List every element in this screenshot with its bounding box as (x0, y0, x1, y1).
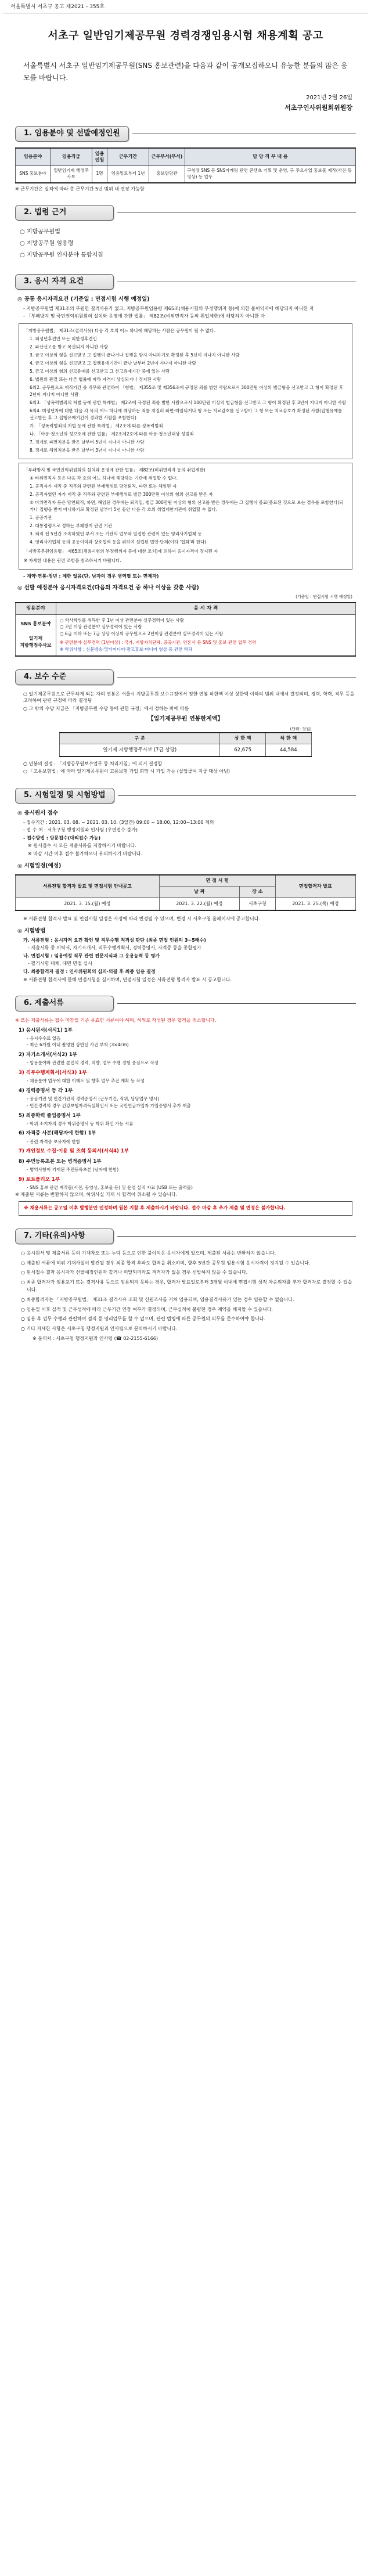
list-item: 가. 서류전형 : 응시자격 요건 확인 및 직무수행 적격성 판단 (최종 면접 인원의 3~5배수) (23, 937, 206, 943)
box-line: 2. 대통령령으로 정하는 부패방지 관련 기관 (30, 523, 113, 528)
list-item: ○ 6급 이하 또는 7급 상당 이상의 공무원으로 2년이상 관련분야 실무경력이 있는 사람 (60, 631, 224, 636)
section-1-header (15, 126, 356, 142)
cell-count: 1명 (92, 165, 107, 182)
list-item: ○ 학사학위를 취득한 후 1년 이상 관련분야 실무경력이 있는 사람 (60, 617, 184, 623)
col-field: 임용분야 (16, 148, 51, 166)
document-item: 8) 주민등록초본 또는 병적증명서 1부 (19, 1158, 102, 1165)
box-line: 6의2. 공무원으로 재직기간 중 직무와 관련하여 「형법」 제355조 및 제356조에 규정된 죄를 범한 사람으로서 300만원 이상의 벌금형을 선고받고 그 형이 확정된 후 2년이 지나지 아니한 사람 (30, 384, 344, 397)
list-item: ○ 원서접수 결과 응시자가 선발예정인원과 같거나 미달되더라도 적격자가 없을 경우 선발하지 않을 수 있습니다. (21, 1270, 248, 1276)
section-1-title: 1. 임용분야 및 선발예정인원 (15, 126, 129, 142)
issuing-organization: 서초구인사위원회위원장 (284, 104, 352, 112)
list-item: ※ 관련분야 실무경력 (1년이상) : 국가, 지방자치단체, 공공기관, 언론사 등 SNS 및 홍보 관련 업무 경력 (60, 640, 257, 646)
common-requirements-heading: ◎ 공통 응시자격요건 (기준일 : 면접시험 시행 예정일) (17, 296, 150, 302)
document-item-detail: - 채용분야 업무에 대한 이해도 및 향후 업무 추진 계획 등 작성 (27, 1078, 145, 1084)
document-item: 6) 자격증 사본(해당자에 한함) 1부 (19, 1130, 96, 1137)
cell-duties: 구청장 SNS 등 SNS마케팅 관련 콘텐츠 기획 및 운영, 구 주요사업 홍보물 제작(사진·동영상) 등 업무 (185, 165, 356, 182)
anti-corruption-box (19, 463, 352, 570)
disqualification-box (19, 323, 352, 459)
box-line: 3. 퇴직 전 5년간 소속하였던 부서 또는 기관의 업무와 밀접한 관련이 있는 영리사기업체 등 (30, 531, 202, 536)
section-4-title: 4. 보수 수준 (15, 669, 114, 685)
document-item: 9) 포트폴리오 1부 (19, 1176, 60, 1183)
method-note: ※ 서류전형 합격자에 한해 면접시험을 실시하며, 면접시험 일정은 서류전형 합격자 발표 시 공고합니다. (23, 977, 232, 982)
period-note: ※ 근무기간은 실적에 따라 총 근무기간 5년 범위 내 연장 가능함 (15, 186, 145, 192)
section-6-title: 6. 제출서류 (15, 996, 114, 1011)
selected-requirements-heading: ◎ 선발 예정분야 응시자격요건(다음의 자격요건 중 하나 이상을 갖춘 사람) (17, 585, 199, 592)
col-qualification: 응 시 자 격 (56, 603, 356, 614)
date-block (15, 93, 352, 113)
box-line: 3. 금고 이상의 형을 선고받고 그 집행이 끝나거나 집행을 받지 아니하기로 확정된 후 5년이 지나지 아니한 사람 (30, 352, 240, 358)
list-item: ※ 학위사항 : 신문방송·멀티미디어·광고홍보·미디어 영상 등 관련 학과 (60, 647, 193, 653)
box-line: 1. 공직자가 재직 중 직무와 관련된 부패행위로 당연퇴직, 파면 또는 해임된 자 (30, 483, 177, 489)
list-item: - 접수방법 : 방문접수(대리접수 가능) (23, 835, 101, 841)
requirements-table (15, 602, 356, 656)
list-item: - 지방공무원법 제31조의 무원한 결격사유가 없고, 지방공무원임용령 제65조(채용시험의 부정행위자 등)에 의한 불이익자에 해당되지 아니한 자 (23, 305, 314, 311)
document-item-detail: - 임용분야와 관련한 본인의 경력, 역량, 업무 수행 경험 중심으로 작성 (27, 1060, 159, 1066)
document-title: 서초구 일반임기제공무원 경력경쟁임용시험 채용계획 공고 (48, 30, 323, 42)
document-item: 1) 응시원서(서식1) 1부 (19, 1027, 73, 1033)
list-item: 나. 면접시험 : 임용예정 직무 관련 전문지식과 그 응용능력 등 평가 (23, 953, 160, 959)
list-item: - 「부패방지 및 국민권익위원회의 설치와 운영에 관한 법률」 제82조(비위면직자 등의 취업제한)에 해당하지 아니한 자 (23, 314, 265, 319)
section-5-title: 5. 시험일정 및 시험방법 (15, 788, 114, 804)
cell-dept: 홍보담당관 (149, 165, 185, 182)
intro-paragraph: 서울특별시 서초구 일반임기제공무원(SNS 홍보관련)을 다음과 같이 공개모집하오니 유능한 분들의 많은 응모를 바랍니다. (23, 62, 348, 82)
cell-field: SNS 홍보분야 (16, 165, 51, 182)
col-date: 날 짜 (159, 886, 239, 897)
announcement-date: 2021년 2월 26일 (306, 95, 352, 102)
box-line: 「부패방지 및 국민권익위원회의 설치와 운영에 관한 법률」 제82조(비위면직자 등의 취업제한) (24, 467, 206, 473)
box-line: 가. 「성폭력범죄의 처벌 등에 관한 특례법」 제2조에 따른 성폭력범죄 (30, 423, 163, 428)
pay-unit: (단위: 천원) (290, 726, 312, 732)
table-row (16, 614, 356, 656)
box-line: 8. 징계로 해임처분을 받은 날부터 3년이 지나지 아니한 사람 (30, 447, 145, 453)
schedule-table (15, 874, 356, 911)
list-item: ○ 임용일 이후 실적 및 근무성적에 따라 근무기간 연장 여부가 결정되며, 근무실적이 불량한 경우 계약을 해지할 수 있습니다. (21, 1306, 273, 1312)
document-item-detail: - 최근 6개월 이내 촬영한 상반신 사진 부착 (3×4cm) (27, 1042, 129, 1048)
section-7-header (15, 1228, 356, 1244)
box-line: 나. 「아동·청소년의 성보호에 관한 법률」 제2조제2호에 따른 아동·청소년대상 성범죄 (30, 431, 194, 437)
box-line: ① 비위면직자 등은 다음 각 호의 어느 하나에 해당하는 기관에 취업할 수 없다. (30, 475, 178, 481)
document-item-detail: - 공공기관 및 민간기관의 경력증명서 (근무기간, 직위, 담당업무 명시) (27, 1096, 160, 1102)
document-item: 4) 경력증명서 등 각 1부 (19, 1087, 73, 1094)
col-place: 장 소 (239, 886, 275, 897)
section-7-title: 7. 기타(유의)사항 (15, 1228, 114, 1244)
list-item: - 접수기간 : 2021. 03. 08. ~ 2021. 03. 10. (3일간) 09:00 ~ 18:00, 12:00~13:00 제외 (23, 819, 214, 825)
section-4-header (15, 669, 356, 685)
box-line: ② 비위면직자 등은 당연퇴직, 파면, 해임된 경우에는 퇴직일, 벌금 300만원 이상의 형의 선고를 받은 경우에는 그 집행이 종료(종료된 것으로 보는 경우를 포함한다)되거나 집행을 받지 아니하기로 확정된 날부터 5년 동안 다음 각 호의 취업제한기관에 취업할 수 없다. (30, 499, 344, 512)
recruitment-table (15, 147, 356, 183)
schedule-note: ※ 서류전형 합격자 발표 및 면접시험 일정은 사정에 따라 변경될 수 있으며, 변경 시 서초구청 홈페이지에 공고합니다. (23, 916, 260, 922)
box-line: 1. 공공기관 (30, 514, 52, 520)
col-final-result: 면접합격자 발표 (275, 875, 355, 897)
documents-note: ※ 제출된 서류는 반환하지 않으며, 허위사실 기재 시 합격이 취소될 수 있습니다. (15, 1191, 178, 1197)
col-dept: 근무부서(부서) (149, 148, 185, 166)
reference-date-note: (기준일 : 면접시험 시행 예정일) (296, 595, 352, 600)
box-line: 4. 영리사기업체 등의 공동이익과 상호협력 등을 위하여 설립된 법인·단체(이하 '협회'라 한다) (30, 539, 207, 545)
box-line: 7. 징계로 파면처분을 받은 날부터 5년이 지나지 아니한 사람 (30, 439, 145, 445)
col-field: 임용분야 (16, 603, 56, 614)
box-line: 2. 공직자였던 자가 재직 중 직무와 관련된 부패행위로 벌금 300만원 이상의 형의 선고를 받은 자 (30, 491, 213, 497)
cell-field: SNS 홍보분야 일기제 지방행정주사보 (16, 614, 56, 656)
list-item: - 필기시험 대체, 대면 면접 실시 (28, 961, 92, 967)
list-item: - 제출서류 중 이력서, 자기소개서, 직무수행계획서, 경력증명서, 자격증 등을 종합평가 (28, 945, 201, 951)
list-item: ○ 지방공무원 임용령 (20, 240, 74, 247)
box-note: ※ 자세한 내용은 관련 조항을 참조하시기 바랍니다. (24, 557, 121, 563)
cell-period: 임용일로부터 1년 (107, 165, 149, 182)
box-line: 5. 금고 이상의 형의 선고유예를 선고받고 그 선고유예기간 중에 있는 사람 (30, 368, 170, 374)
document-item-detail: - 학위 소지자의 경우 학위증명서 등 학위 확인 가능 서류 (27, 1121, 134, 1126)
cell-upper: 62,675 (220, 744, 266, 756)
table-row (60, 744, 311, 756)
col-interview: 면 접 시 험 (159, 875, 275, 886)
col-duties: 담 당 직 무 내 용 (185, 148, 356, 166)
list-item: ○ 지방공무원 인사분야 통합지침 (20, 251, 103, 258)
col-upper: 상 한 액 (220, 733, 266, 744)
cell-lower: 44,584 (265, 744, 311, 756)
section-6-header (15, 996, 356, 1011)
list-item: ※ 마감 시간 이후 접수 불가하오니 유의하시기 바랍니다. (28, 851, 143, 857)
documents-highlight-box (19, 1201, 352, 1216)
col-period: 근무기간 (107, 148, 149, 166)
list-item: ○ 제출된 서류에 허위 기재사실이 발견될 경우 최종 합격 후라도 합격을 취소하며, 향후 5년간 공무원 임용시험 응시자격이 정지될 수 있습니다. (21, 1260, 311, 1266)
list-item: ○ 최종 합격자가 임용포기 또는 결격사유 등으로 임용되지 못하는 경우, 합격자 발표일로부터 3개월 이내에 면접시험 성적 차순위자를 추가 합격자로 결정할 수 있습니다. (21, 1280, 352, 1293)
contact-info: ※ 문의처 : 서초구청 행정지원과 인사팀 (☎ 02-2155-6166) (33, 1336, 158, 1341)
document-item-detail: - 관련 자격증 보유자에 한함 (27, 1139, 80, 1144)
box-line: 1. 피성년후견인 또는 피한정후견인 (30, 336, 97, 341)
document-item: 7) 개인정보 수집·이용 및 조회 동의서(서식4) 1부 (19, 1148, 129, 1155)
method-heading: ◎ 시험방법 (17, 927, 46, 934)
list-item: ○ 최종합격자는 「지방공무원법」 제31조 결격사유 조회 및 신원조사를 거쳐 임용되며, 임용결격사유가 있는 경우 임용할 수 없습니다. (21, 1296, 294, 1302)
schedule-heading: ◎ 시험일정(예정) (17, 862, 62, 869)
document-item-detail: - 응시수수료 없음 (27, 1035, 61, 1041)
receipt-heading: ◎ 응시원서 접수 (17, 809, 58, 816)
col-category: 구 분 (60, 733, 220, 744)
list-item: ○ 지방공무원법 (20, 228, 60, 235)
table-row (16, 165, 356, 182)
document-item: 3) 직무수행계획서(서식3) 1부 (19, 1070, 87, 1076)
section-2-title: 2. 법령 근거 (15, 205, 114, 221)
list-item: ○ 3년 이상 관련분야 실무경력이 있는 사람 (60, 624, 142, 630)
list-item: 다. 최종합격자 결정 : 인사위원회의 심의·의결 후 최종 임용 결정 (23, 968, 156, 974)
box-line: 「지방공무원법」 제31조(결격사유) 다음 각 호의 어느 하나에 해당하는 사람은 공무원이 될 수 없다. (24, 327, 215, 333)
list-item: - 접 수 처 : 서초구청 행정지원과 인사팀 (우편접수 불가) (23, 827, 138, 833)
highlight-text: ※ 채용서류는 공고일 이후 발행분만 인정하며 원본 지참 후 제출하시기 바랍니다. 접수 마감 후 추가 제출 및 변경은 불가합니다. (24, 1205, 286, 1211)
list-item: ○ 연봉의 결정 : 「지방공무원보수업무 등 처리지침」에 의거 결정함 (23, 761, 163, 766)
cell-interview-place: 서초구청 (239, 897, 275, 910)
list-item: ○ 그 밖의 수당 지급은 「지방공무원 수당 등에 관한 규정」에서 정하는 바에 따름 (23, 705, 189, 711)
document-item-detail: - 병역사항이 기재된 주민등록초본 (남자에 한함) (27, 1167, 119, 1173)
cell-document-date: 2021. 3. 15.(월) 예정 (16, 897, 160, 910)
cell-category: 일기제 지방행정주사보 (7급 상당) (60, 744, 220, 756)
col-count: 임용인원 (92, 148, 107, 166)
documents-list (15, 1027, 356, 1191)
box-note: 「지방공무원임용령」 제65조(채용시험의 부정행위자 등에 대한 조치)에 의하여 응시자격이 정지된 자 (24, 548, 218, 554)
cell-qualification (56, 614, 356, 656)
document-item-detail: - SNS 홍보 관련 제작물(사진, 동영상, 홍보물 등) 및 운영 실적 자료 (USB 또는 출력물) (27, 1184, 193, 1190)
col-document-result: 서류전형 합격자 발표 및 면접시험 안내공고 (16, 875, 160, 897)
law-list (15, 226, 356, 261)
box-line: 4. 금고 이상의 형을 선고받고 그 집행유예기간이 끝난 날부터 2년이 지나지 아니한 사람 (30, 360, 196, 366)
section-3-header (15, 274, 356, 290)
document-item: 5) 최종학력 졸업증명서 1부 (19, 1112, 81, 1119)
cell-interview-date: 2021. 3. 22.(월) 예정 (159, 897, 239, 910)
section-3-title: 3. 응시 자격 요건 (15, 274, 114, 290)
documents-intro: ※ 모든 제출서류는 접수 마감일 기준 유효한 서류여야 하며, 허위로 작성된 경우 합격을 취소합니다. (15, 1017, 217, 1023)
list-item: ○ 응시원서 및 제출서류 등의 기재착오 또는 누락 등으로 인한 불이익은 응시자에게 있으며, 제출된 서류는 반환하지 않습니다. (21, 1250, 276, 1256)
list-item: ○ 일기제공무원으로 근무하게 되는 자의 연봉은 서울시 지방공무원 보수규정에서 정한 연봉 하한액 이상 상한액 이하의 범위 내에서 결정되며, 경력, 학력, 직무 등을 고려하여 관련 규정에 따라 결정됨 (23, 691, 355, 704)
list-item: ○ 기타 자세한 사항은 서초구청 행정지원과 인사팀으로 문의하시기 바랍니다. (21, 1326, 178, 1332)
box-line: 6의4. 미성년자에 대한 다음 각 목의 어느 하나에 해당하는 죄를 저질러 파면·해임되거나 형 또는 치료감호를 선고받아 그 형 또는 치료감호가 확정된 사람(집행유예를 선고받은 후 그 집행유예기간이 경과한 사람을 포함한다) (30, 408, 343, 420)
list-item: ○ 임용 후 업무 수행과 관련하여 겸직 등 영리업무를 할 수 없으며, 관련 법령에 따른 공무원의 의무를 준수하여야 합니다. (21, 1316, 266, 1322)
list-item: ※ 원서접수 시 모든 제출서류를 지참하시기 바랍니다. (28, 843, 136, 849)
box-line: 2. 파산선고를 받고 복권되지 아니한 사람 (30, 344, 108, 350)
document-item-detail: - 민간경력의 경우 건강보험자격득실확인서 또는 국민연금가입자 가입증명서 추가 제출 (27, 1103, 191, 1108)
box-line: 6. 법원의 판결 또는 다른 법률에 따라 자격이 상실되거나 정지된 사람 (30, 376, 161, 382)
col-lower: 하 한 액 (265, 733, 311, 744)
pay-table (59, 732, 311, 757)
notes-list (15, 1250, 356, 1343)
box-line: 6의3. 「성폭력범죄의 처벌 등에 관한 특례법」 제2조에 규정된 죄를 범한 사람으로서 100만원 이상의 벌금형을 선고받고 그 형이 확정된 후 3년이 지나지 아니한 사람 (30, 399, 347, 405)
restriction-line: - 계약·연봉·정년 : 제한 없음(단, 남자의 경우 병역필 또는 면제자) (23, 573, 159, 579)
publication-number: 서울특별시 서초구 공고 제2021 - 355호 (3, 0, 368, 13)
list-item: ○ 「고용보험법」에 따라 일기제공무원이 고용보험 가입 희망 시 가입 가능 (실업급여 지급 대상 아님) (23, 769, 230, 774)
table-row (16, 897, 356, 910)
section-5-header (15, 788, 356, 804)
document-item: 2) 자기소개서(서식2) 1부 (19, 1052, 78, 1058)
cell-final-date: 2021. 3. 25.(목) 예정 (275, 897, 355, 910)
col-rank: 임용직급 (51, 148, 92, 166)
section-2-header (15, 205, 356, 221)
pay-table-title: 【일기제공무원 연봉한계액】 (147, 716, 224, 723)
cell-rank: 일반임기제 행정주사보 (51, 165, 92, 182)
